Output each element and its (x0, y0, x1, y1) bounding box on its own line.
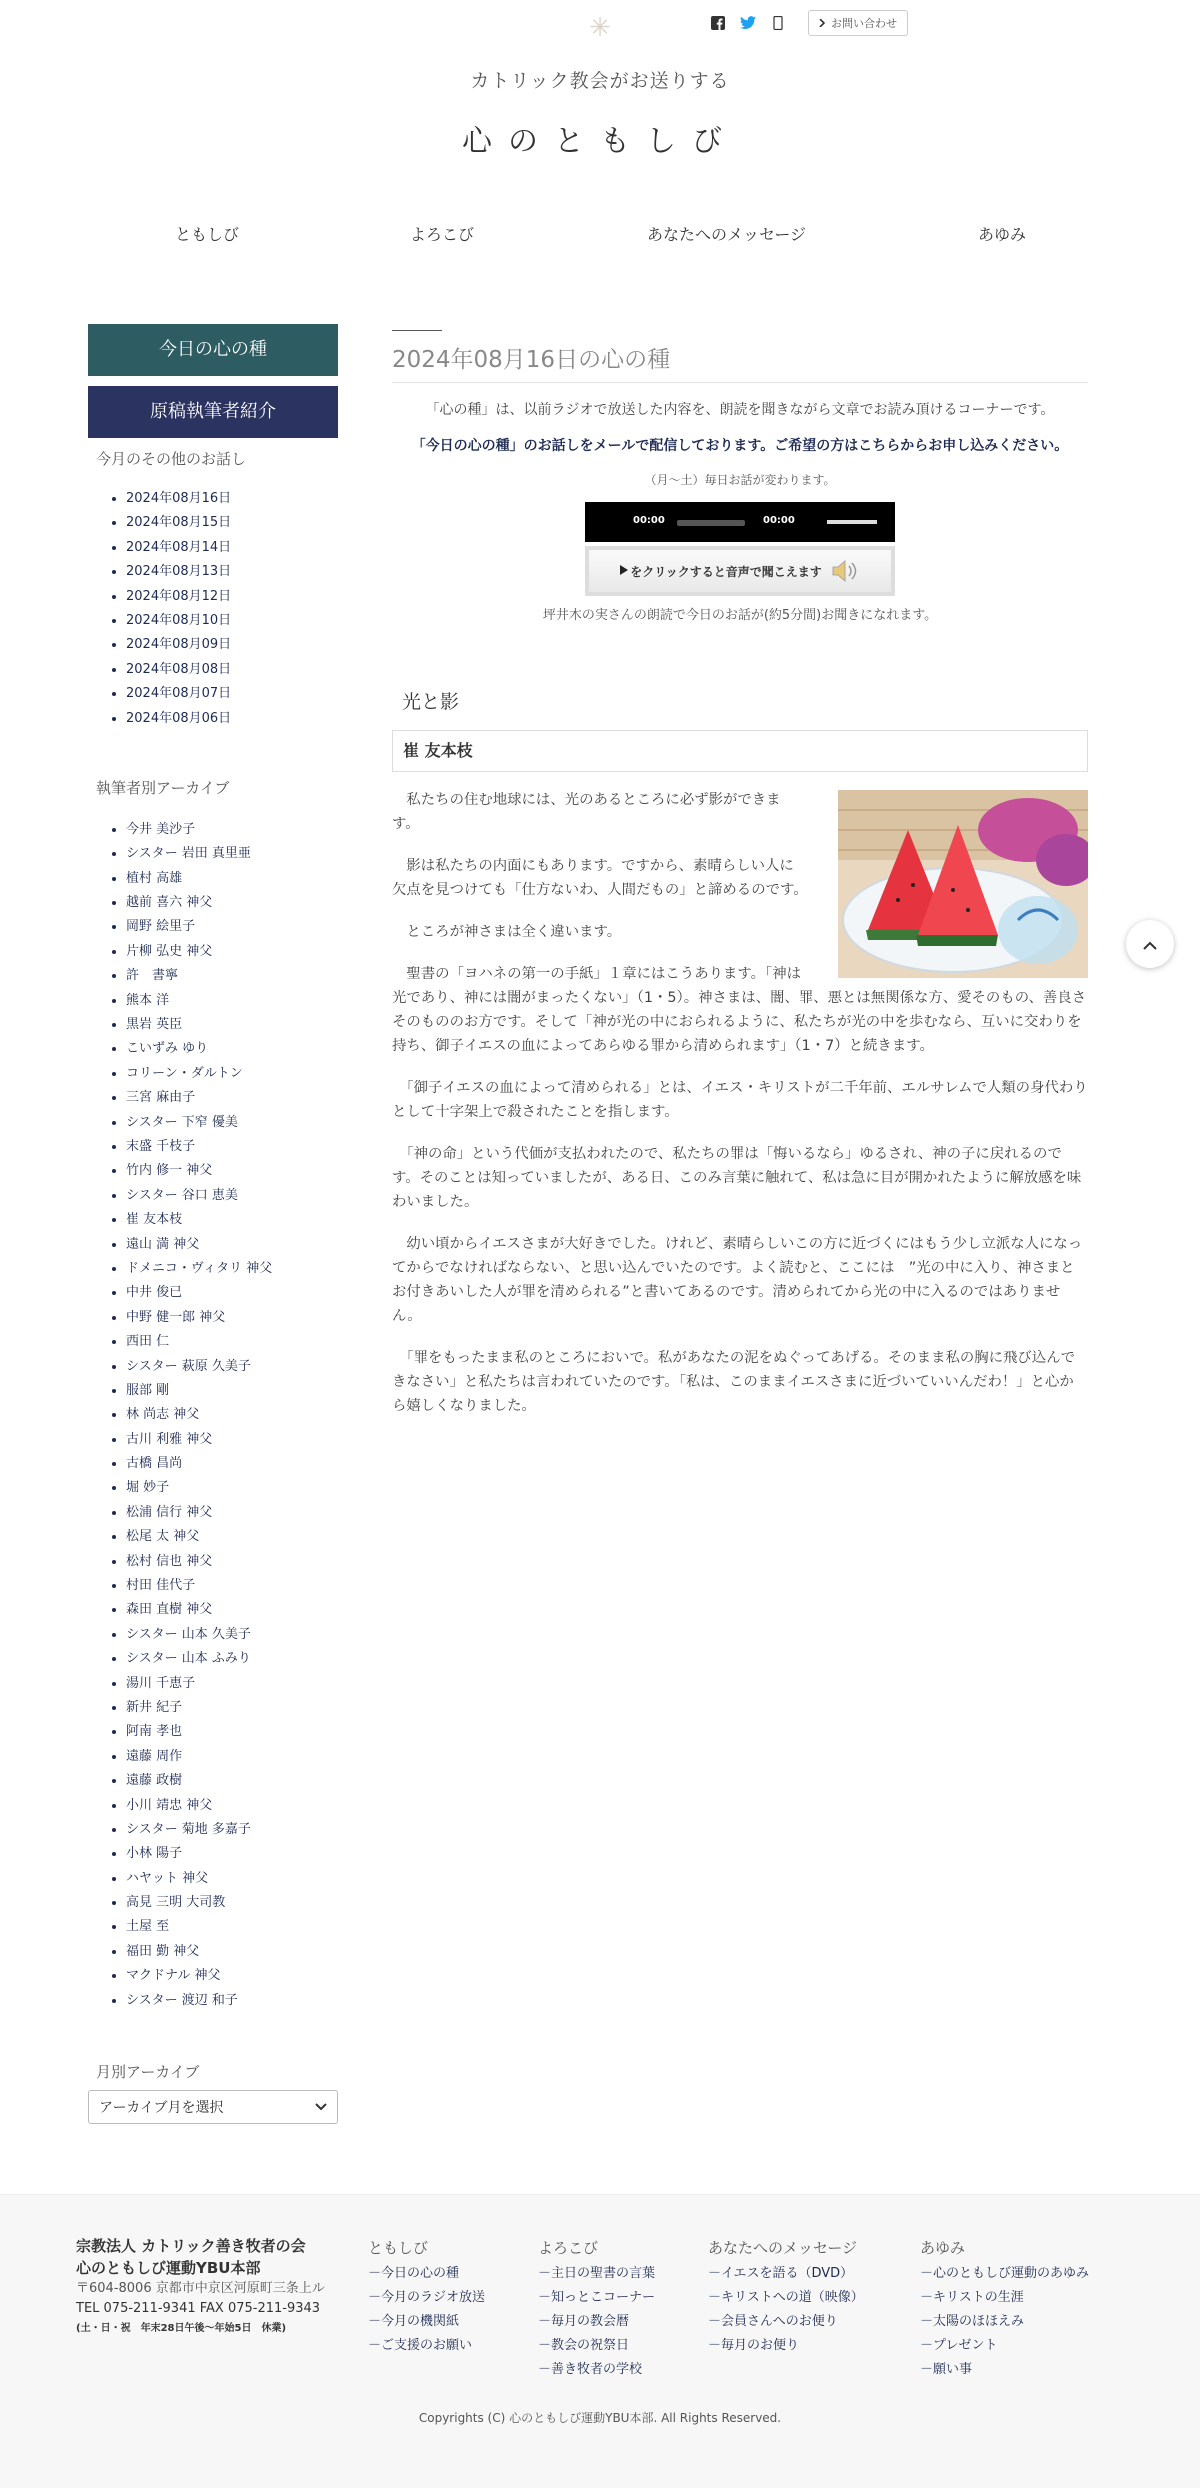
month-archive-link[interactable]: • 2024年08月13日 (126, 560, 338, 584)
footer-link-label: 今月の機関紙 (381, 2314, 460, 2329)
author-archive-link[interactable]: • ハヤット 神父 (126, 1867, 338, 1891)
author-list (126, 818, 338, 2013)
story-paragraph: 「神の命」という代価が支払われたので、私たちの罪は「悔いるなら」ゆるされ、神の子に戻れるのです。そのことは知っていましたが、ある日、このみ言葉に触れて、私は急に目が開かれたように解放感を味わいました。 (392, 1146, 1082, 1210)
month-archive-link[interactable]: • 2024年08月16日 (126, 487, 338, 511)
dash-icon: － (368, 2314, 382, 2329)
footer-link[interactable] (708, 2334, 864, 2358)
footer-link[interactable] (920, 2286, 1089, 2310)
author-archive-link[interactable]: • 松尾 太 神父 (126, 1525, 338, 1549)
footer-link-label: キリストの生涯 (933, 2290, 1024, 2305)
footer-link-label: 今日の心の種 (381, 2266, 460, 2281)
author-archive-link[interactable]: • シスター 菊地 多嘉子 (126, 1818, 338, 1842)
author-archive-link[interactable]: • 古橋 昌尚 (126, 1452, 338, 1476)
author-archive-link[interactable]: • 湯川 千恵子 (126, 1672, 338, 1696)
footer-link[interactable] (920, 2262, 1089, 2286)
author-archive-link[interactable]: • ドメニコ・ヴィタリ 神父 (126, 1257, 338, 1281)
footer-column (708, 2237, 864, 2358)
footer-column-heading[interactable]: ともしび (368, 2239, 429, 2257)
author-archive-link[interactable]: • 松村 信也 神父 (126, 1550, 338, 1574)
author-archive-link[interactable]: • シスター 谷口 恵美 (126, 1184, 338, 1208)
author-archive-link[interactable]: • 中井 俊已 (126, 1281, 338, 1305)
dash-icon: － (708, 2314, 722, 2329)
title-accent-line (392, 330, 442, 331)
today-seed-button[interactable]: 今日の心の種 (88, 324, 338, 376)
sidebar (88, 324, 338, 2124)
author-archive-link[interactable]: • 土屋 至 (126, 1915, 338, 1939)
story-body (392, 788, 1088, 1418)
watermelon-photo (838, 790, 1088, 978)
dash-icon: － (920, 2362, 934, 2377)
author-archive-link[interactable]: • シスター 岩田 真里亜 (126, 842, 338, 866)
footer-link-label: 毎月の教会暦 (551, 2314, 630, 2329)
site-header (0, 0, 1200, 290)
author-archive-link[interactable]: • シスター 下窄 優美 (126, 1111, 338, 1135)
main-content (392, 330, 1088, 1436)
footer-link-label: 願い事 (933, 2362, 973, 2377)
dash-icon: － (920, 2314, 934, 2329)
author-archive-link[interactable]: • 末盛 千枝子 (126, 1135, 338, 1159)
author-archive-link[interactable]: • 小川 靖忠 神父 (126, 1794, 338, 1818)
month-archive-link[interactable]: • 2024年08月10日 (126, 609, 338, 633)
contact-button[interactable] (808, 10, 908, 36)
author-archive-link[interactable]: • 新井 紀子 (126, 1696, 338, 1720)
audio-player[interactable] (585, 502, 895, 542)
nav-item-message[interactable]: あなたへのメッセージ (647, 225, 807, 244)
facebook-icon[interactable] (710, 15, 726, 31)
story-paragraph: 私たちの住む地球には、光のあるところに必ず影ができます。 (392, 792, 781, 832)
author-archive-link[interactable]: • 今井 美沙子 (126, 818, 338, 842)
author-archive-link[interactable]: • 遠藤 周作 (126, 1745, 338, 1769)
footer-link[interactable] (538, 2286, 655, 2310)
author-archive-link[interactable]: • 村田 佳代子 (126, 1574, 338, 1598)
author-archive-link[interactable]: • 松浦 信行 神父 (126, 1501, 338, 1525)
month-archive-link[interactable]: • 2024年08月06日 (126, 707, 338, 731)
dash-icon: － (538, 2338, 552, 2353)
month-archive-link[interactable]: • 2024年08月12日 (126, 585, 338, 609)
month-archive-link[interactable]: • 2024年08月15日 (126, 511, 338, 535)
author-archive-link[interactable]: • 阿南 孝也 (126, 1720, 338, 1744)
author-archive-link[interactable]: • 中野 健一郎 神父 (126, 1306, 338, 1330)
month-list (126, 487, 338, 731)
dash-icon: － (538, 2314, 552, 2329)
story-paragraph: 聖書の「ヨハネの第一の手紙」１章にはこうあります。「神は光であり、神には闇がまったくない」（1・5）。神さまは、闇、罪、悪とは無関係な方、愛そのもの、善良さそのもののお方です。そして「神が光の中におられるように、私たちが光の中を歩むなら、互いに交わりを持ち、御子イエスの血によってあらゆる罪から清められます」（1・7）と続きます。 (392, 966, 1087, 1054)
authors-intro-button[interactable]: 原稿執筆者紹介 (88, 386, 338, 438)
player-volume-slider[interactable] (827, 520, 877, 524)
author-archive-link[interactable]: • 遠山 満 神父 (126, 1233, 338, 1257)
daily-note: （月〜土）毎日お話が変わります。 (644, 473, 836, 487)
contact-label: お問い合わせ (831, 17, 897, 30)
footer-link-label: イエスを語る（DVD） (721, 2266, 854, 2281)
footer-link[interactable] (708, 2310, 864, 2334)
footer-column-heading[interactable]: あゆみ (920, 2239, 966, 2257)
author-archive-link[interactable]: • 高見 三明 大司教 (126, 1891, 338, 1915)
dash-icon: － (920, 2266, 934, 2281)
top-utility-bar (710, 10, 908, 36)
site-title[interactable]: 心のともしび (462, 124, 738, 159)
listen-button-label: をクリックすると音声で聞こえます (630, 564, 822, 579)
dash-icon: － (368, 2290, 382, 2305)
footer-link-label: プレゼント (933, 2338, 998, 2353)
nav-item-tomoshibi[interactable]: ともしび (175, 225, 240, 244)
month-archive-link[interactable]: • 2024年08月14日 (126, 536, 338, 560)
author-archive-link[interactable]: • 遠藤 政樹 (126, 1769, 338, 1793)
footer-column (538, 2237, 655, 2382)
footer-link-label: 会員さんへのお便り (721, 2314, 838, 2329)
dash-icon: － (708, 2290, 722, 2305)
footer-link[interactable] (920, 2358, 1089, 2382)
author-archive-link[interactable]: • 許 書寧 (126, 964, 338, 988)
footer-link-label: 心のともしび運動のあゆみ (933, 2266, 1090, 2281)
player-total-time: 00:00 (763, 515, 795, 526)
footer-link[interactable] (538, 2262, 655, 2286)
month-heading: 今月のその他のお話し (96, 450, 247, 468)
footer-link[interactable] (920, 2310, 1089, 2334)
story-paragraph: 影は私たちの内面にもあります。ですから、素晴らしい人に欠点を見つけても「仕方ないわ、人間だもの」と諦めるのです。 (392, 858, 808, 898)
story-paragraph: 幼い頃からイエスさまが大好きでした。けれど、素晴らしいこの方に近づくにはもう少し立派な人になってからでなければならない、と思い込んでいたのです。よく読むと、ここには ”光の中に入り、神さまとお付きあいした人が罪を清められる”と書いてあるのです。清められてから光の中に入るのではありません。 (392, 1236, 1083, 1324)
dash-icon: － (368, 2266, 382, 2281)
footer-column (920, 2237, 1089, 2382)
chevron-right-icon (819, 17, 825, 30)
copyright: Copyrights (C) 心のともしび運動YBU本部. All Rights Reserved. (418, 2411, 782, 2425)
footer-link[interactable] (920, 2334, 1089, 2358)
listen-audio-button[interactable] (585, 546, 895, 596)
page-title: 2024年08月16日の心の種 (392, 341, 1088, 383)
footer-link[interactable] (708, 2262, 864, 2286)
footer-link-label: 教会の祝祭日 (551, 2338, 630, 2353)
month-archive-link[interactable]: • 2024年08月09日 (126, 633, 338, 657)
scroll-to-top-button[interactable] (1126, 920, 1174, 968)
story-title: 光と影 (402, 691, 460, 713)
intro-text: 「心の種」は、以前ラジオで放送した内容を、朗読を聞きながら文章でお読み頂けるコーナーです。 (425, 402, 1055, 418)
author-archive-link[interactable]: • こいずみ ゆり (126, 1037, 338, 1061)
author-archive-link[interactable]: • 竹内 修一 神父 (126, 1159, 338, 1183)
author-archive-link[interactable]: • 福田 勤 神父 (126, 1940, 338, 1964)
dash-icon: － (368, 2338, 382, 2353)
footer-link[interactable] (708, 2286, 864, 2310)
author-archive-link[interactable]: • 服部 剛 (126, 1379, 338, 1403)
footer-link-label: 今月のラジオ放送 (381, 2290, 486, 2305)
player-current-time: 00:00 (633, 515, 665, 526)
archive-month-select[interactable] (88, 2090, 338, 2124)
author-name: 崔 友本枝 (392, 730, 1088, 772)
nav-item-ayumi[interactable]: あゆみ (978, 225, 1027, 244)
footer-link-label: 太陽のほほえみ (933, 2314, 1025, 2329)
chevron-up-icon (1143, 935, 1157, 954)
org-address: 〒604-8006 京都市中京区河原町三条上ル (76, 2281, 325, 2296)
story-paragraph: 「罪をもったまま私のところにおいで。私があなたの泥をぬぐってあげる。そのまま私の胸に飛び込んできなさい」と私たちは言われていたのです。「私は、このままイエスさまに近づいていいんだわ！」と心から嬉しくなりました。 (392, 1350, 1075, 1414)
dash-icon: － (920, 2290, 934, 2305)
org-name: 宗教法人 カトリック善き牧者の会 (76, 2237, 306, 2255)
reader-note: 坪井木の実さんの朗読で今日のお話が(約5分間)お聞きになれます。 (542, 608, 938, 623)
footer-column-heading[interactable]: あなたへのメッセージ (708, 2239, 858, 2257)
author-archive-link[interactable]: • 黒岩 英臣 (126, 1013, 338, 1037)
month-archive-link[interactable]: • 2024年08月08日 (126, 658, 338, 682)
author-archive-link[interactable]: • シスター 渡辺 和子 (126, 1989, 338, 2013)
footer-link[interactable] (368, 2310, 485, 2334)
author-archive-link[interactable]: • 西田 仁 (126, 1330, 338, 1354)
global-nav (0, 222, 1200, 248)
author-archive-link[interactable]: • 堀 妙子 (126, 1476, 338, 1500)
author-archive-link[interactable]: • シスター 山本 ふみり (126, 1647, 338, 1671)
footer-link[interactable] (538, 2334, 655, 2358)
dash-icon: － (708, 2338, 722, 2353)
monthly-archive-heading: 月別アーカイブ (96, 2063, 200, 2082)
org-branch: 心のともしび運動YBU本部 (76, 2259, 261, 2277)
author-archive-link[interactable]: • シスター 萩原 久美子 (126, 1355, 338, 1379)
footer-link[interactable] (368, 2334, 485, 2358)
org-holidays: (土・日・祝 年末28日午後〜年始5日 休業) (76, 2323, 287, 2334)
author-archive-link[interactable]: • コリーン・ダルトン (126, 1062, 338, 1086)
story-paragraph: 「御子イエスの血によって清められる」とは、イエス・キリストが二千年前、エルサレムで人類の身代わりとして十字架上で殺されたことを指します。 (392, 1080, 1088, 1120)
author-archive-link[interactable]: • 三宮 麻由子 (126, 1086, 338, 1110)
footer-link[interactable] (538, 2358, 655, 2382)
dash-icon: － (538, 2290, 552, 2305)
org-phone: TEL 075-211-9341 FAX 075-211-9343 (76, 2301, 321, 2316)
author-archive-link[interactable]: • 越前 喜六 神父 (126, 891, 338, 915)
footer-column-heading[interactable]: よろこび (538, 2239, 599, 2257)
author-archive-link[interactable]: • 小林 陽子 (126, 1842, 338, 1866)
dash-icon: － (920, 2338, 934, 2353)
author-archive-link[interactable]: • 林 尚志 神父 (126, 1403, 338, 1427)
author-archive-link[interactable]: • シスター 山本 久美子 (126, 1623, 338, 1647)
chevron-down-icon (315, 2099, 327, 2115)
story-paragraph: ところが神さまは全く違います。 (392, 924, 622, 940)
author-archive-link[interactable]: • 古川 利雅 神父 (126, 1428, 338, 1452)
play-icon (620, 564, 628, 578)
speaker-icon (830, 559, 860, 583)
nav-item-yorokobi[interactable]: よろこび (410, 225, 475, 244)
footer-link-label: 毎月のお便り (721, 2338, 800, 2353)
author-archive-heading: 執筆者別アーカイブ (96, 778, 230, 797)
footer-link-label: ご支援のお願い (381, 2338, 473, 2353)
author-archive-link[interactable]: • 片柳 弘史 神父 (126, 940, 338, 964)
player-progress-bar[interactable] (677, 520, 745, 526)
author-archive-link[interactable]: • 熊本 洋 (126, 989, 338, 1013)
footer-organization (76, 2235, 346, 2339)
dash-icon: － (708, 2266, 722, 2281)
twitter-icon[interactable] (740, 15, 756, 31)
site-subtitle: カトリック教会がお送りする (470, 70, 730, 92)
author-archive-link[interactable]: • 崔 友本枝 (126, 1208, 338, 1232)
star-logo-icon: ✳ (589, 13, 611, 43)
archive-select-value: アーカイブ月を選択 (99, 2100, 224, 2117)
mobile-icon[interactable] (770, 15, 786, 31)
footer-column (368, 2237, 485, 2358)
author-archive-link[interactable]: • 森田 直樹 神父 (126, 1598, 338, 1622)
footer-link-label: 知っとこコーナー (551, 2290, 656, 2305)
author-archive-link[interactable]: • マクドナル 神父 (126, 1964, 338, 1988)
month-archive-link[interactable]: • 2024年08月07日 (126, 682, 338, 706)
author-archive-link[interactable]: • 岡野 絵里子 (126, 915, 338, 939)
footer-link[interactable] (538, 2310, 655, 2334)
site-footer (0, 2194, 1200, 2488)
mail-subscribe-link[interactable]: 「今日の心の種」のお話しをメールで配信しております。ご希望の方はこちらからお申し込みください。 (411, 438, 1069, 454)
footer-link-label: 主日の聖書の言葉 (551, 2266, 656, 2281)
footer-link-label: 善き牧者の学校 (551, 2362, 643, 2377)
dash-icon: － (538, 2266, 552, 2281)
author-archive-link[interactable]: • 植村 高雄 (126, 867, 338, 891)
footer-link-label: キリストへの道（映像） (721, 2290, 864, 2305)
dash-icon: － (538, 2362, 552, 2377)
footer-link[interactable] (368, 2262, 485, 2286)
footer-link[interactable] (368, 2286, 485, 2310)
